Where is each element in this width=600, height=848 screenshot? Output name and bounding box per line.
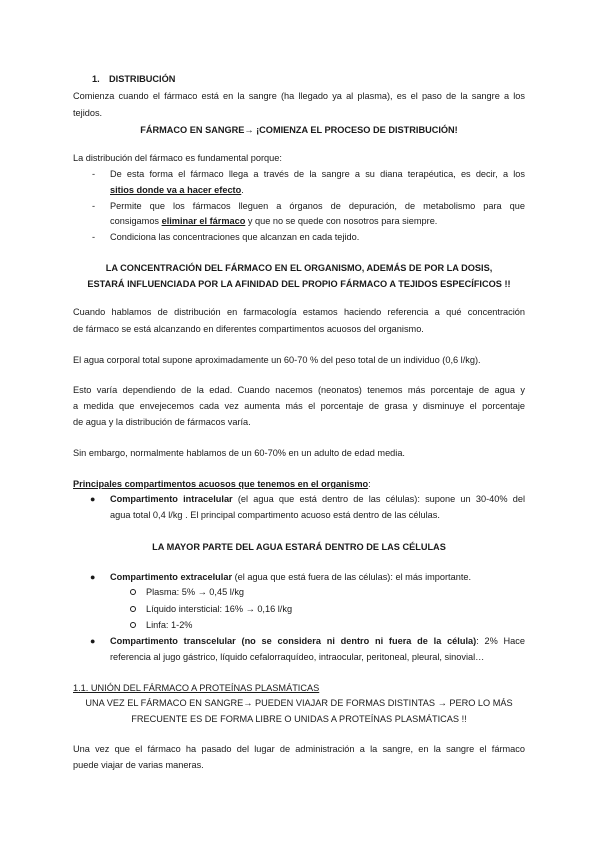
subsection-center-line-1: UNA VEZ EL FÁRMACO EN SANGRE→ PUEDEN VIAJAR DE FORMAS DISTINTAS → PERO LO MÁS — [85, 698, 513, 708]
compartments-heading — [73, 478, 371, 490]
reason-1-emphasis: sitios donde va a hacer efecto — [110, 185, 242, 195]
circle-bullet-icon — [130, 622, 136, 628]
reason-3-line-1: Condiciona las concentraciones que alcanzan en cada tejido. — [110, 232, 360, 242]
circle-bullet-icon — [130, 606, 136, 612]
intro-line-2: tejidos. — [73, 108, 103, 118]
section-number: 1. — [92, 74, 100, 84]
transcellular-text: : 2% Hace — [476, 636, 526, 646]
intro-line-1: Comienza cuando el fármaco está en la sangre (ha llegado ya al plasma), es el paso de la sangre a los — [73, 91, 525, 101]
extracellular-text: (el agua que está fuera de las células): el más importante. — [232, 572, 472, 582]
intracellular-line-1 — [110, 493, 525, 505]
bullet-icon: ● — [90, 494, 96, 504]
subsection-para-line-1: Una vez que el fármaco ha pasado del lugar de administración a la sangre, en la sangre el fármaco — [73, 744, 525, 754]
transcellular-line-1 — [110, 635, 525, 647]
transcellular-label: Compartimento transcelular (no se considera ni dentro ni fuera de la célula) — [110, 636, 477, 646]
intracellular-text: (el agua que está dentro de las células): supone un 30-40% del — [232, 494, 525, 504]
reason-1-end: . — [241, 185, 244, 195]
reason-2-line-1: Permite que los fármacos lleguen a órganos de depuración, de metabolismo para que — [110, 201, 525, 211]
intracellular-line-2: agua total 0,4 l/kg . El principal compartimento acuoso está dentro de las células. — [110, 510, 440, 520]
highlight-distribution-start: FÁRMACO EN SANGRE→ ¡COMIENZA EL PROCESO DE DISTRIBUCIÓN! — [140, 125, 458, 135]
para-body-water: El agua corporal total supone aproximadamente un 60-70 % del peso total de un individuo (0,6 l/kg). — [73, 355, 481, 365]
reason-1-line-1: De esta forma el fármaco llega a través de la sangre a su diana terapéutica, es decir, a los — [110, 169, 525, 179]
highlight-concentration-line-2: ESTARÁ INFLUENCIADA POR LA AFINIDAD DEL PROPIO FÁRMACO A TEJIDOS ESPECÍFICOS !! — [87, 279, 511, 289]
para-distribution-line-2: de fármaco se está alcanzando en diferentes compartimentos acuosos del organismo. — [73, 324, 424, 334]
sub-plasma: Plasma: 5% → 0,45 l/kg — [146, 587, 245, 597]
dash-marker: - — [92, 232, 96, 242]
reason-2-start: consigamos — [110, 216, 162, 226]
para-adult: Sin embargo, normalmente hablamos de un 60-70% en un adulto de edad media. — [73, 448, 405, 458]
transcellular-line-2: referencia al jugo gástrico, líquido cefalorraquídeo, intraocular, peritoneal, pleural, sinovial… — [110, 652, 485, 662]
reason-2-emphasis: eliminar el fármaco — [161, 216, 246, 226]
para-distribution-line-1: Cuando hablamos de distribución en farmacología estamos haciendo referencia a qué concentración — [73, 307, 525, 317]
extracellular-label: Compartimento extracelular — [110, 572, 233, 582]
highlight-concentration-line-1: LA CONCENTRACIÓN DEL FÁRMACO EN EL ORGANISMO, ADEMÁS DE POR LA DOSIS, — [105, 263, 493, 273]
reason-2-line-2 — [110, 215, 437, 227]
extracellular-line — [110, 571, 471, 583]
section-title: DISTRIBUCIÓN — [109, 74, 176, 84]
subsection-center-line-2: FRECUENTE ES DE FORMA LIBRE O UNIDAS A PROTEÍNAS PLASMÁTICAS !! — [131, 714, 467, 724]
reason-1-line-2 — [110, 184, 244, 196]
bullet-icon: ● — [90, 572, 96, 582]
dash-marker: - — [92, 201, 96, 211]
sub-interstitial: Líquido intersticial: 16% → 0,16 l/kg — [146, 604, 293, 614]
subsection-para-line-2: puede viajar de varias maneras. — [73, 760, 204, 770]
intracellular-label: Compartimento intracelular — [110, 494, 233, 504]
importance-intro: La distribución del fármaco es fundamental porque: — [73, 153, 282, 163]
sub-lymph: Linfa: 1-2% — [146, 620, 193, 630]
compartments-heading-colon: : — [368, 479, 371, 489]
bullet-icon: ● — [90, 636, 96, 646]
para-age-line-1: Esto varía dependiendo de la edad. Cuando nacemos (neonatos) tenemos más porcentaje de agua y — [73, 385, 525, 395]
compartments-heading-text: Principales compartimentos acuosos que tenemos en el organismo — [73, 479, 369, 489]
reason-2-end: y que no se quede con nosotros para siempre. — [245, 216, 438, 226]
subsection-title: 1.1. UNIÓN DEL FÁRMACO A PROTEÍNAS PLASMÁTICAS — [73, 683, 320, 693]
highlight-water-inside: LA MAYOR PARTE DEL AGUA ESTARÁ DENTRO DE LAS CÉLULAS — [152, 542, 446, 552]
circle-bullet-icon — [130, 589, 136, 595]
para-age-line-2: a medida que envejecemos cada vez aumenta más el porcentaje de grasa y disminuye el porcentaje — [73, 401, 525, 411]
para-age-line-3: de agua y la distribución de fármacos varía. — [73, 417, 251, 427]
dash-marker: - — [92, 169, 96, 179]
